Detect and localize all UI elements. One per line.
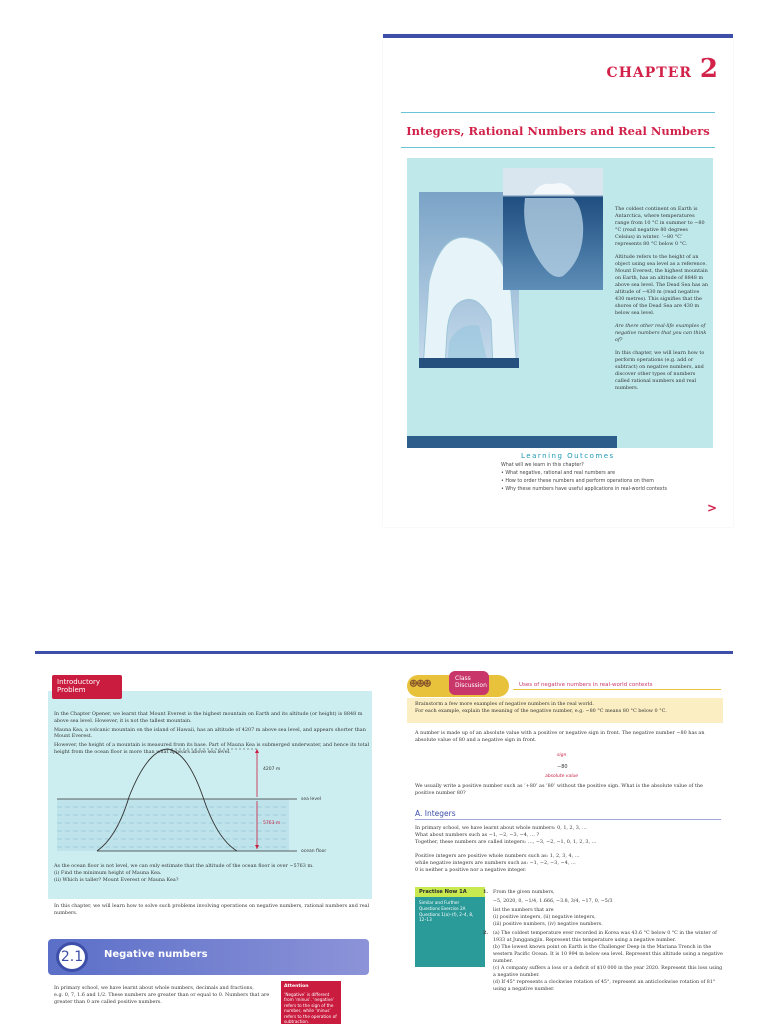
intro-paragraph: Mauna Kea, a volcanic mountain on the island of Hawaii, has an altitude of 4207 m above sea level, and appears shorter than Mount Everest.	[54, 726, 366, 740]
absolute-value-text: A number is made up of an absolute value with a positive or negative sign in front. The negative number −80 has an absolute value of 80 and a negative sign in front.	[415, 730, 705, 743]
integers-line: while negative integers are numbers such as: −1, −2, −3, −4, …	[415, 860, 576, 866]
learning-outcome-item: • What negative, rational and real numbers are	[501, 471, 616, 476]
learning-outcome-item: • Why these numbers have useful applications in real-world contexts	[501, 487, 667, 492]
chapter-intro-summary: In this chapter, we will learn how to solve such problems involving operations on negative numbers, rational numbers and real numbers.	[54, 903, 370, 916]
discussion-prompt: For each example, explain the meaning of the negative number, e.g. −80 °C means 80 °C below 0 °C.	[415, 708, 667, 714]
class-discussion-page	[383, 651, 733, 1024]
learning-outcome-item: • How to order these numbers and perform operations on them	[501, 479, 654, 484]
absolute-value-diagram	[543, 755, 603, 779]
question-line: (ii) Which is taller? Mount Everest or Mauna Kea?	[54, 876, 179, 883]
depth-label: 5763 m	[263, 821, 281, 826]
section-text-line: e.g. 0, 7, 1.6 and 1/2. These numbers are greater than or equal to 0. Numbers that are	[54, 992, 270, 998]
practise-now-box	[415, 887, 485, 967]
exercise-line	[483, 907, 723, 914]
title-rule-bottom	[401, 147, 715, 148]
chapter-opener-text	[615, 206, 709, 398]
positive-integers-text	[415, 853, 721, 874]
opener-paragraph: The coldest continent on Earth is Antarctica, where temperatures range from 10 °C in summer to −80 °C (read negative 80 degrees Celsius) in winter. ‘−80 °C’ represents 80 °C below 0 °C.	[615, 206, 705, 247]
chapter-heading	[607, 54, 719, 84]
section-banner	[48, 939, 369, 975]
section-text-line: In primary school, we have learnt about whole numbers, decimals and fractions,	[54, 985, 254, 991]
sea-strip	[407, 436, 617, 448]
exercise-line	[483, 979, 723, 993]
exercise-text: From the given numbers,	[493, 890, 555, 895]
learning-outcomes-list	[501, 462, 711, 494]
exercise-text: −5, 2020, 0, −1/4, 1.666, −3.8, 3/4, −17, 0, −5/3	[493, 899, 613, 904]
learning-outcomes-intro: What will we learn in this chapter?	[501, 463, 584, 468]
integers-line: 0 is neither a positive nor a negative integer.	[415, 867, 527, 873]
absolute-value-label: absolute value	[545, 774, 579, 779]
next-page-arrow-icon[interactable]: >	[706, 501, 717, 515]
chapter-opener-page	[383, 34, 733, 527]
integers-text	[415, 825, 721, 846]
section-number: 2.1	[56, 942, 88, 972]
height-label: 4207 m	[263, 767, 281, 772]
discussion-title-rule	[513, 689, 721, 690]
exercise-number	[483, 965, 493, 979]
mountain-cross-section	[57, 747, 357, 859]
discussion-prompt: Brainstorm a few more examples of negative numbers in the real world.	[415, 701, 594, 707]
exercise-number	[483, 979, 493, 993]
sign-label: sign	[557, 753, 567, 758]
chapter-title: Integers, Rational Numbers and Real Numbers	[406, 124, 710, 138]
learning-outcomes-title: Learning Outcomes	[521, 452, 615, 460]
exercise-line	[483, 914, 723, 921]
chapter-label: CHAPTER	[606, 65, 693, 81]
page-top-rule	[383, 34, 733, 38]
exercise-text: (a) The coldest temperature ever recorded in Korea was 43.6 °C below 0 °C in the winter of 1933 at Junggangjin. Represent this temperature using a negative number.	[493, 931, 717, 943]
opener-paragraph: Altitude refers to the height of an object using sea level as a reference. Mount Everest, the highest mountain on Earth, has an altitude of 8848 m above sea level. The Dead Sea has an altitude of −430 m (read negative 430 metres). This signifies that the shores of the Dead Sea are 430 m below sea level.	[615, 254, 709, 316]
section-title: Negative numbers	[104, 949, 208, 960]
iceberg-underwater-illustration	[503, 168, 603, 290]
attention-callout	[281, 981, 341, 1024]
practise-now-heading: Practise Now 1A	[415, 887, 485, 897]
exercise-line	[483, 921, 723, 928]
chapter-number: 2	[699, 54, 719, 84]
page-top-rule	[35, 651, 383, 654]
intro-paragraph: In the Chapter Opener, we learnt that Mount Everest is the highest mountain on Earth and its altitude (or height) is 8848 m above sea level. However, it is not the tallest mountain.	[54, 711, 363, 724]
introductory-problem-badge: Introductory Problem	[52, 675, 122, 699]
class-discussion-label: Class Discussion	[449, 671, 489, 695]
introductory-problem-page	[35, 651, 383, 1024]
positive-sign-text: We usually write a positive number such as ‘+80’ as ‘80’ without the positive sign. What is the absolute value of the positive number 80?	[415, 783, 703, 796]
mauna-kea-diagram	[57, 747, 357, 859]
section-a-heading: A. Integers	[415, 809, 456, 818]
number-example: −80	[557, 764, 568, 770]
integers-line: In primary school, we have learnt about whole numbers: 0, 1, 2, 3, …	[415, 825, 587, 831]
attention-text: ‘Negative’ is different from ‘minus’. ‘negative’ refers to the sign of the number, while ‘minus’ refers to the operation of subtraction.	[284, 991, 337, 1024]
iceberg-underwater-photo	[503, 168, 603, 290]
chapter-hero-panel	[407, 158, 713, 448]
exercise-text: (d) If 45° represents a clockwise rotation of 45°, represent an anticlockwise rotation of 81° using a negative number.	[493, 980, 716, 992]
exercise-text: (i) positive integers, (ii) negative integers,	[493, 915, 596, 920]
exercise-line	[483, 889, 723, 896]
attention-title: Attention	[284, 984, 309, 989]
exercise-text: (iii) positive numbers, (iv) negative numbers.	[493, 922, 603, 927]
question-line: As the ocean floor is not level, we can only estimate that the altitude of the ocean floor is over −5763 m.	[54, 863, 314, 869]
exercise-list	[483, 889, 723, 993]
exercise-number	[483, 944, 493, 965]
title-rule-top	[401, 112, 715, 113]
discussion-prompt-box	[407, 698, 723, 723]
exercise-text: (c) A company suffers a loss or a deficit of $10 000 in the year 2020. Represent this loss using a negative number.	[493, 966, 723, 978]
exercise-line	[483, 930, 723, 944]
exercise-text: list the numbers that are	[493, 908, 554, 913]
students-icon: ☻☻☻	[409, 679, 430, 690]
intro-paragraph: However, the height of a mountain is measured from its base. Part of Mauna Kea is submerged underwater, and hence its total height from the ocean floor is more than what appears above sea level.	[54, 742, 370, 755]
opener-paragraph: In this chapter, we will learn how to perform operations (e.g. add or subtract) on negative numbers, and discover other types of numbers called rational numbers and real numbers.	[615, 350, 705, 391]
introductory-questions	[54, 863, 370, 883]
exercise-line	[483, 898, 723, 905]
ocean-floor-label: ocean floor	[301, 849, 327, 854]
sea-level-label: sea level	[301, 797, 322, 802]
exercise-number: 1.	[483, 889, 489, 895]
exercise-number: 2.	[483, 930, 489, 936]
exercise-line	[483, 965, 723, 979]
section-intro-text	[54, 985, 274, 1006]
exercise-line	[483, 944, 723, 965]
discussion-title: Uses of negative numbers in real-world contexts	[519, 682, 653, 688]
question-line: (i) Find the minimum height of Mauna Kea.	[54, 869, 162, 876]
integers-line: Together, these numbers are called integers: …, −3, −2, −1, 0, 1, 2, 3, …	[415, 839, 597, 845]
practise-now-body: Similar and Further Questions Exercise 2A Questions 1(a)–(f), 2–4, 8, 12–13	[419, 900, 474, 923]
integers-line: What about numbers such as −1, −2, −3, −4, … ?	[415, 832, 540, 838]
integers-line: Positive integers are positive whole numbers such as: 1, 2, 3, 4, …	[415, 853, 580, 859]
page-top-rule	[383, 651, 733, 654]
section-text-line: greater than 0 are called positive numbers.	[54, 999, 162, 1005]
section-a-rule	[415, 819, 721, 820]
exercise-text: (b) The lowest known point on Earth is the Challenger Deep in the Mariana Trench in the western Pacific Ocean. It is 10 994 m below sea level. Represent this altitude using a negative number.	[493, 945, 723, 964]
opener-paragraph: Are there other real-life examples of negative numbers that you can think of?	[615, 323, 707, 343]
